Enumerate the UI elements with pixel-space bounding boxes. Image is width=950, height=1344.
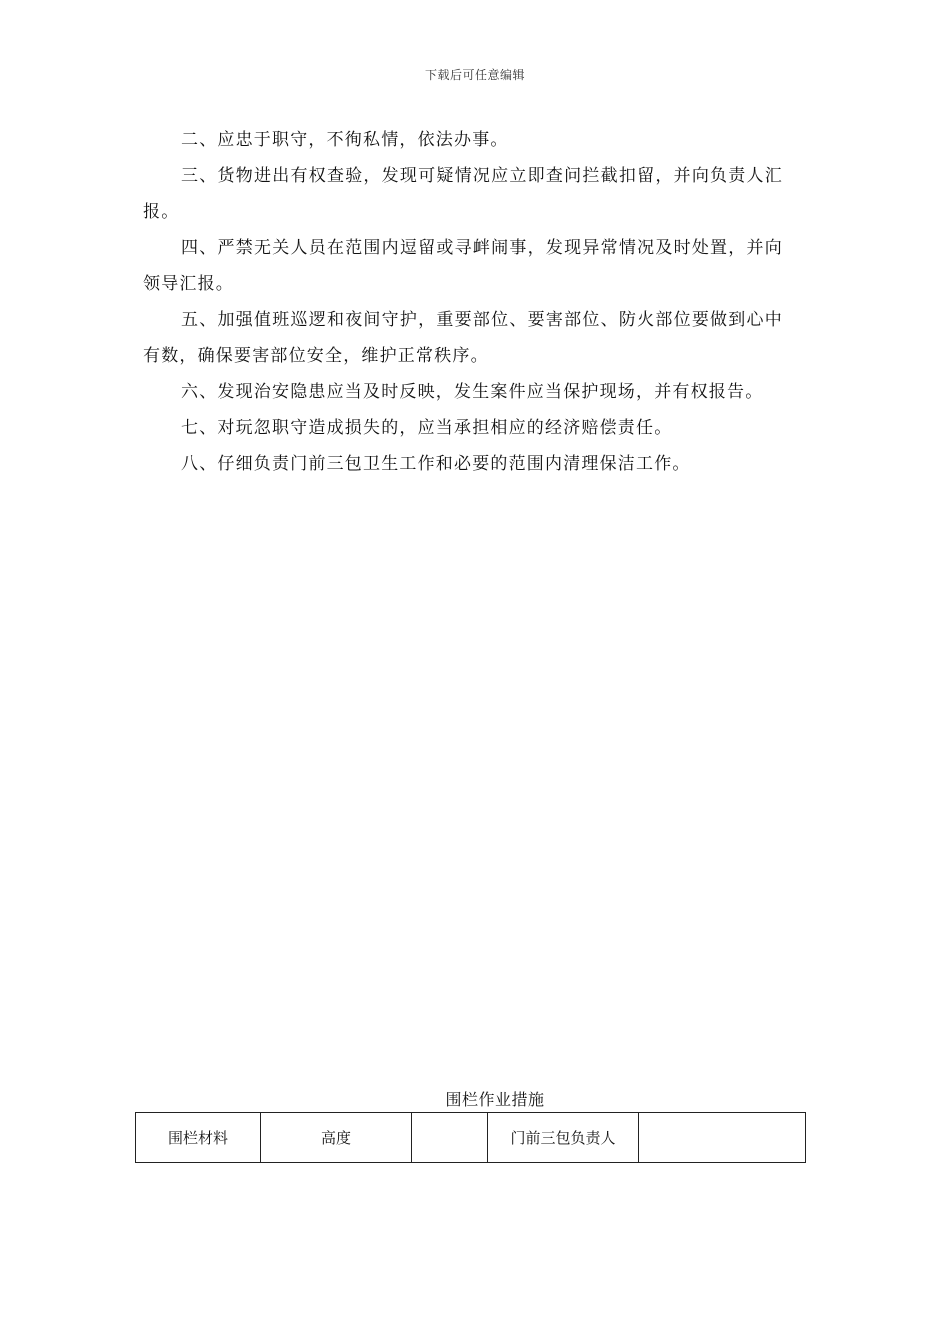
paragraph-4: 四、严禁无关人员在范围内逗留或寻衅闹事，发现异常情况及时处置，并向领导汇报。 — [143, 238, 783, 294]
paragraph-6: 六、发现治安隐患应当及时反映，发生案件应当保护现场，并有权报告。 — [181, 382, 764, 402]
paragraph-2: 二、应忠于职守，不徇私情，依法办事。 — [181, 130, 509, 150]
cell-responsible-value — [639, 1113, 806, 1163]
table-row — [136, 1113, 806, 1163]
cell-responsible-label: 门前三包负责人 — [488, 1113, 639, 1163]
paragraph-5: 五、加强值班巡逻和夜间守护，重要部位、要害部位、防火部位要做到心中有数，确保要害部位安全，维护正常秩序。 — [143, 310, 783, 366]
table-caption: 围栏作业措施 — [445, 1090, 545, 1109]
cell-height-value — [412, 1113, 488, 1163]
cell-height-label: 高度 — [261, 1113, 412, 1163]
paragraph-7: 七、对玩忽职守造成损失的，应当承担相应的经济赔偿责任。 — [181, 418, 673, 438]
regulation-text — [143, 122, 783, 482]
paragraph-8: 八、仔细负责门前三包卫生工作和必要的范围内清理保洁工作。 — [181, 454, 691, 474]
fence-measures-table — [135, 1112, 806, 1163]
paragraph-3: 三、货物进出有权查验，发现可疑情况应立即查问拦截扣留，并向负责人汇报。 — [143, 166, 783, 222]
cell-fence-material-label: 围栏材料 — [136, 1113, 261, 1163]
page-header-note: 下载后可任意编辑 — [424, 68, 525, 82]
